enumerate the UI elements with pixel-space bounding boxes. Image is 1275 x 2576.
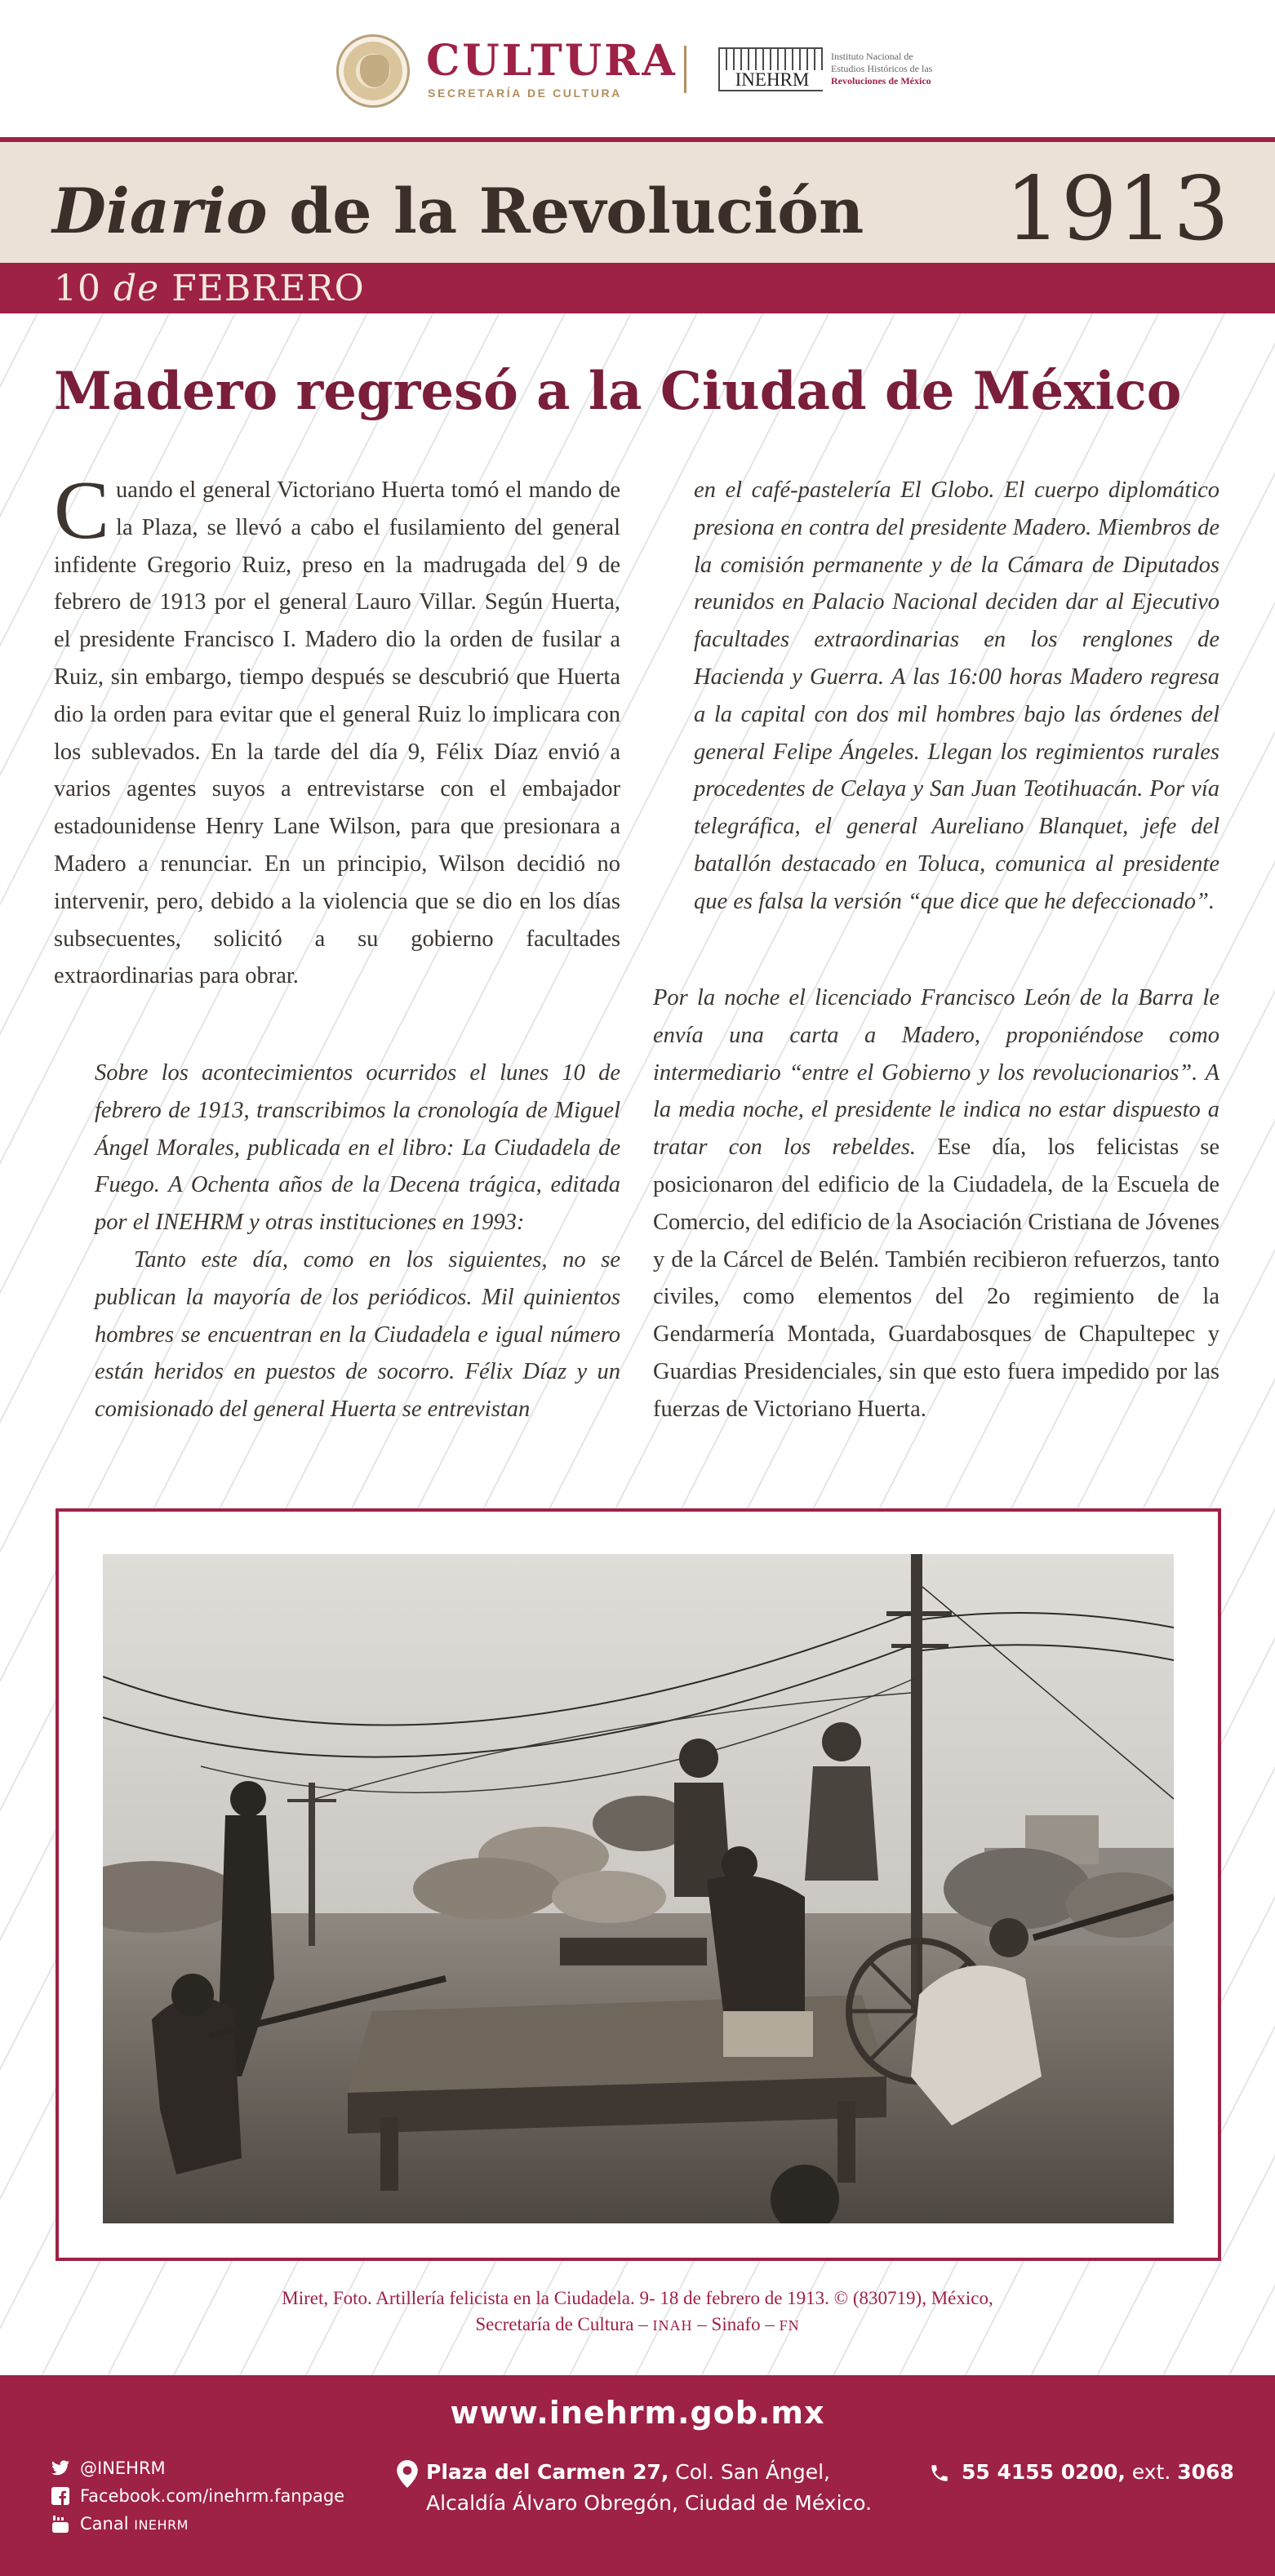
date-day: 10 [54, 268, 101, 309]
mexico-seal-icon [336, 34, 410, 108]
inehrm-line-1: Instituto Nacional de [831, 51, 913, 62]
date-band [0, 263, 1275, 313]
left-quote-block [95, 1055, 620, 1428]
youtube-label [80, 2512, 189, 2537]
article-headline: Madero regresó a la Ciudad de México [54, 361, 1182, 422]
right-paragraph-2 [653, 979, 1219, 1428]
cultura-title: CULTURA [426, 36, 677, 86]
website-link[interactable]: www.inehrm.gob.mx [450, 2395, 825, 2431]
phone-icon [929, 2462, 950, 2485]
right-paragraph-2-italic: Por la noche el licenciado Francisco León de la Barra le envía una carta a Madero, proponiéndose como intermediario “entre el Gobierno y los revolucionarios”. A la media noche, el presidente le indica no estar dispuesto a tratar con los rebeldes. [653, 985, 1219, 1161]
page-title [52, 175, 864, 247]
youtube-label-b: INEHRM [134, 2517, 189, 2533]
facebook-url: Facebook.com/inehrm.fanpage [80, 2486, 345, 2506]
address-line-2: Alcaldía Álvaro Obregón, Ciudad de México. [426, 2491, 873, 2515]
facebook-link[interactable] [51, 2485, 344, 2507]
address-bold: Plaza del Carmen 27, [426, 2460, 669, 2484]
cultura-subtitle: SECRETARÍA DE CULTURA [428, 87, 622, 100]
cultura-logo[interactable] [336, 31, 677, 109]
address-line-1 [426, 2457, 916, 2488]
left-paragraph-1 [54, 464, 620, 995]
right-paragraph-1: en el café-pastelería El Globo. El cuerpo diplomático presiona en contra del presidente Madero. Miembros de la comisión permanente y de la Cámara de Diputados reunidos en Palacio Nacional deciden dar al Ejecutivo facultades extraordinarias en los renglones de Hacienda y Guerra. A las 16:00 horas Madero regresa a la capital con dos mil hombres bajo las órdenes del general Felipe Ángeles. Llegan los regimientos rurales procedentes de Celaya y San Juan Teotihuacán. Por vía telegráfica, el general Aureliano Blanquet, jefe del batallón destacado en Toluca, comunica al presidente que es falsa la versión “que dice que he defeccionado”. [694, 477, 1219, 914]
title-rest: de la Revolución [267, 175, 864, 247]
inehrm-logo[interactable] [718, 46, 955, 98]
right-paragraph-2-regular: Ese día, los felicistas se posicionaron del edificio de la Ciudadela, de la Escuela de Comercio, del edificio de la Asociación Cristiana de Jóvenes y de la Cárcel de Belén. También recibieron refuerzos, tanto civiles, como elementos del 2o regimiento de la Gendarmería Montada, Guardabosques de Chapultepec y Guardias Presidenciales, sin que esto fuera impedido por las fuerzas de Victoriano Huerta. [653, 1135, 1220, 1422]
youtube-label-a: Canal [80, 2514, 135, 2534]
twitter-handle: @INEHRM [80, 2458, 166, 2478]
phone-ext-number: 3068 [1177, 2460, 1234, 2484]
year-label: 1913 [1005, 158, 1229, 260]
caption-fn: FN [779, 2317, 800, 2334]
caption-line-2 [163, 2312, 1112, 2338]
caption-inah: INAH [652, 2317, 693, 2334]
location-pin-icon [397, 2460, 418, 2488]
facebook-icon [51, 2486, 70, 2506]
date-month: FEBRERO [171, 268, 365, 309]
quote-body: Tanto este día, como en los siguientes, no se publican la mayoría de los periódicos. Mil quinientos hombres se encuentran en la Ciudadela e igual número están heridos en puestos de socorro. Félix Díaz y un comisionado del general Huerta se entrevistan [95, 1246, 620, 1423]
address-rest: Col. San Ángel, [669, 2460, 830, 2484]
address [426, 2457, 916, 2519]
caption-line-1: Miret, Foto. Artillería felicista en la Ciudadela. 9- 18 de febrero de 1913. © (830719), México, [282, 2288, 993, 2308]
top-header [0, 0, 1275, 137]
date-de: de [113, 268, 160, 309]
photo-caption [163, 2285, 1112, 2338]
twitter-icon [51, 2458, 70, 2478]
drop-cap: C [54, 464, 110, 557]
historical-photo [103, 1554, 1174, 2223]
youtube-link[interactable] [51, 2512, 189, 2537]
logo-divider [684, 46, 686, 93]
footer [0, 2375, 1275, 2576]
phone-ext-label: ext. [1125, 2460, 1178, 2484]
twitter-link[interactable] [51, 2457, 166, 2480]
youtube-icon [51, 2515, 70, 2534]
photo-frame [56, 1508, 1221, 2261]
title-diario: Diario [52, 175, 268, 247]
caption-line-2-b: – Sinafo – [692, 2314, 780, 2334]
inehrm-line-2: Estudios Históricos de las [831, 63, 933, 74]
left-paragraph-1-text: uando el general Victoriano Huerta tomó el mando de la Plaza, se llevó a cabo el fusilamiento del general infidente Gregorio Ruiz, preso en la madrugada del 9 de febrero de 1913 por el general Lauro Villar. Según Huerta, el presidente Francisco I. Madero dio la orden de fusilar a Ruiz, sin embargo, tiempo después se descubrió que Huerta dio la orden para evitar que el general Ruiz lo implicara con los sublevados. En la tarde del día 9, Félix Díaz envió a varios agentes suyos a entrevistarse con el embajador estadounidense Henry Lane Wilson, para que presionara a Madero a renunciar. En un principio, Wilson decidió no intervenir, pero, debido a la violencia que se dio en los días subsecuentes, solicitó a su gobierno facultades extraordinarias para obrar. [54, 477, 620, 989]
inehrm-line-3: Revoluciones de México [831, 75, 931, 87]
inehrm-label: INEHRM [722, 70, 823, 90]
date-label [54, 268, 365, 309]
inehrm-building-icon [718, 47, 823, 91]
quote-intro: Sobre los acontecimientos ocurridos el lunes 10 de febrero de 1913, transcribimos la cronología de Miguel Ángel Morales, publicada en el libro: La Ciudadela de Fuego. A Ochenta años de la Decena trágica, editada por el INEHRM y otras instituciones en 1993: [95, 1060, 620, 1236]
inehrm-name [831, 51, 932, 87]
phone-number: 55 4155 0200, [962, 2460, 1126, 2484]
phone[interactable] [962, 2457, 1234, 2488]
caption-line-2-a: Secretaría de Cultura – [475, 2314, 653, 2334]
title-band [0, 137, 1275, 263]
